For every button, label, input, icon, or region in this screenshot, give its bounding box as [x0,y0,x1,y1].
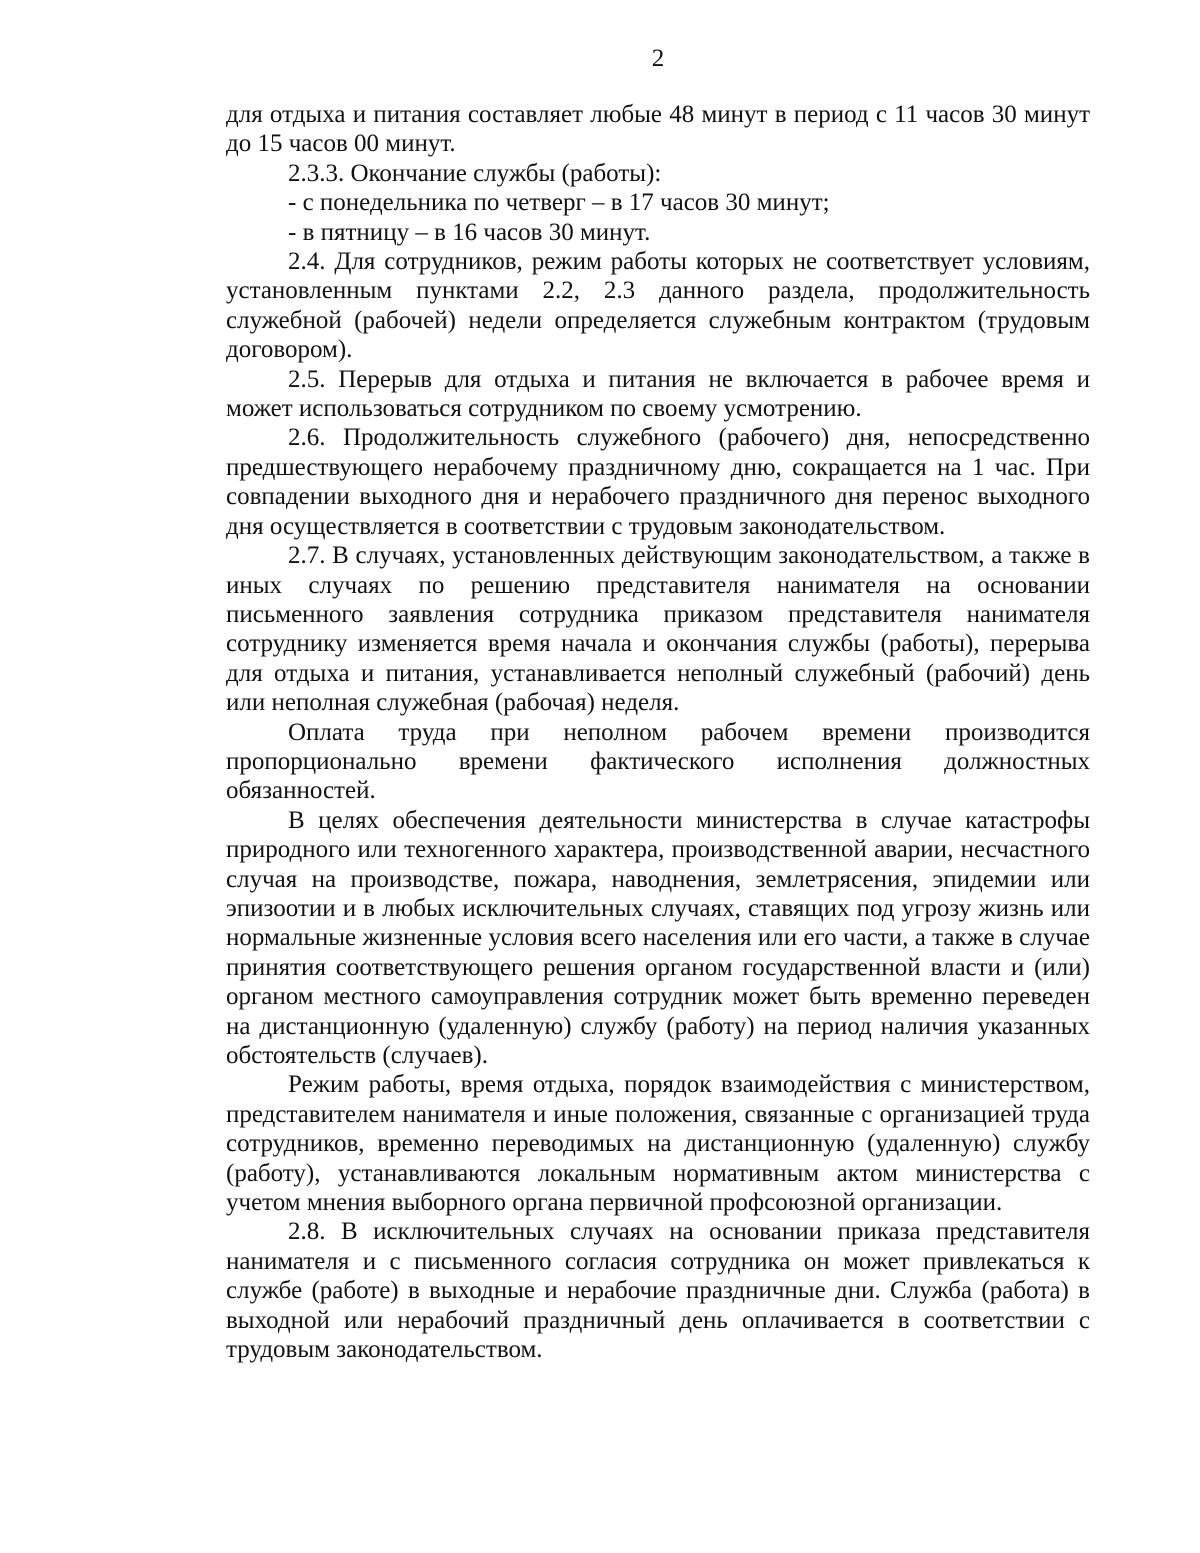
paragraph-2-4: 2.4. Для сотрудников, режим работы которых не соответствует условиям, установленным пунктами 2.2, 2.3 данного раздела, продолжительность служебной (рабочей) недели определяется служебным контрактом (трудовым договором). [226,248,1090,364]
paragraph-emergency-remote: В целях обеспечения деятельности министерства в случае катастрофы природного или техногенного характера, производственной аварии, несчастного случая на производстве, пожара, наводнения, землетрясения, эпидемии или эпизоотии и в любых исключительных случаях, ставящих под угрозу жизнь или нормальные жизненные условия всего населения или его части, а также в случае принятия соответствующего решения органом государственной власти и (или) органом местного самоуправления сотрудник может быть временно переведен на дистанционную (удаленную) службу (работу) на период наличия указанных обстоятельств (случаев). [226,806,1090,1069]
paragraph-remote-regime: Режим работы, время отдыха, порядок взаимодействия с министерством, представителем нанимателя и иные положения, связанные с организацией труда сотрудников, временно переводимых на дистанционную (удаленную) службу (работу), устанавливаются локальным нормативным актом министерства с учетом мнения выборного органа первичной профсоюзной организации. [226,1071,1090,1217]
paragraph-payment: Оплата труда при неполном рабочем времени производится пропорционально времени фактического исполнения должностных обязанностей. [226,718,1090,805]
paragraph-continuation: для отдыха и питания составляет любые 48 минут в период с 11 часов 30 минут до 15 часов 00 минут. [226,101,1090,158]
page-number: 2 [651,45,665,72]
document-body [226,100,1090,1364]
paragraph-2-7: 2.7. В случаях, установленных действующим законодательством, а также в иных случаях по решению представителя нанимателя на основании письменного заявления сотрудника приказом представителя нанимателя сотруднику изменяется время начала и окончания службы (работы), перерыва для отдыха и питания, устанавливается неполный служебный (рабочий) день или неполная служебная (рабочая) неделя. [226,542,1090,717]
paragraph-2-8: 2.8. В исключительных случаях на основании приказа представителя нанимателя и с письменного согласия сотрудника он может привлекаться к службе (работе) в выходные и нерабочие праздничные дни. Служба (работа) в выходной или нерабочий праздничный день оплачивается в соответствии с трудовым законодательством. [226,1218,1090,1364]
paragraph-2-5: 2.5. Перерыв для отдыха и питания не включается в рабочее время и может использоваться сотрудником по своему усмотрению. [226,365,1090,423]
list-item-friday: - в пятницу – в 16 часов 30 минут. [288,218,651,246]
paragraph-2-6: 2.6. Продолжительность служебного (рабочего) дня, непосредственно предшествующего нерабочему праздничному дню, сокращается на 1 час. При совпадении выходного дня и нерабочего праздничного дня перенос выходного дня осуществляется в соответствии с трудовым законодательством. [226,424,1090,540]
paragraph-2-3-3: 2.3.3. Окончание службы (работы): [288,159,662,187]
list-item-mon-thu: - с понедельника по четверг – в 17 часов 30 минут; [288,189,830,217]
